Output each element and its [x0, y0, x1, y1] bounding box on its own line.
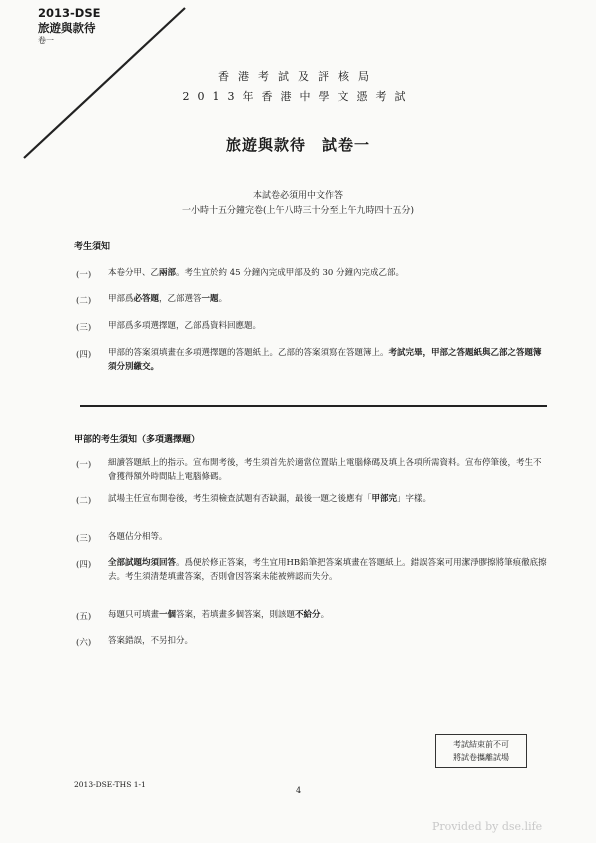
instruction-item: 甲部爲多項選擇題，乙部爲資料回應題。 [108, 321, 262, 331]
time-note: 一小時十五分鐘完卷(上午八時三十分至上午九時四十五分) [181, 206, 415, 216]
section-a-number: (一) [76, 460, 92, 470]
section-a-item: 各題佔分相等。 [108, 532, 168, 542]
page-number: 4 [296, 786, 302, 795]
section-divider [80, 405, 547, 407]
notice-line: 將試卷攜離試場 [453, 753, 509, 762]
instruction-item: 本卷分甲、乙兩部。考生宜於約 45 分鐘內完成甲部及約 30 分鐘內完成乙部。 [108, 268, 404, 278]
section-a-number: (五) [76, 612, 92, 622]
watermark: Provided by dse.life [432, 820, 543, 833]
section-a-item: 細讀答題紙上的指示。宣布開考後，考生須首先於適當位置貼上電腦條碼及填上各項所需資料。宣布停筆後，考生不會獲得額外時間貼上電腦條碼。 [108, 458, 542, 482]
section-a-number: (三) [76, 534, 92, 544]
notice-line: 考試結束前不可 [453, 740, 509, 749]
instruction-number: (二) [76, 296, 92, 306]
corner-label [38, 6, 100, 36]
section-a-item: 全部試題均須回答。爲便於修正答案，考生宜用HB鉛筆把答案填畫在答題紙上。錯誤答案可用潔淨膠擦將筆痕徹底擦去。考生須清楚填畫答案，否則會因答案未能被辨認而失分。 [108, 558, 547, 582]
instruction-item: 甲部的答案須填畫在多項選擇題的答題紙上。乙部的答案須寫在答題簿上。考試完畢，甲部之答題紙與乙部之答題簿須分別繳交。 [108, 348, 542, 372]
corner-exam-code: 2013-DSE [38, 6, 101, 20]
section-a-item: 答案錯誤，不另扣分。 [108, 636, 194, 646]
language-note: 本試卷必須用中文作答 [252, 191, 343, 201]
authority-name: 香港考試及評核局 [218, 70, 378, 83]
corner-subject: 旅遊與款待 [38, 21, 96, 35]
instruction-number: (三) [76, 323, 92, 333]
section-a-number: (二) [76, 496, 92, 506]
section-a-number: (六) [76, 638, 92, 648]
corner-paper: 卷一 [38, 36, 54, 45]
section-a-item: 試場主任宣布開卷後，考生須檢查試題有否缺漏，最後一題之後應有「甲部完」字樣。 [108, 494, 432, 504]
instruction-number: (四) [76, 350, 92, 360]
footer-paper-code: 2013-DSE-THS 1-1 [74, 780, 146, 789]
section-a-number: (四) [76, 560, 92, 570]
exam-name: 2013年香港中學文憑考試 [182, 90, 414, 103]
paper-title: 旅遊與款待 試卷一 [225, 136, 370, 154]
section-a-heading: 甲部的考生須知（多項選擇題） [74, 435, 201, 445]
instruction-item: 甲部爲必答題，乙部選答一題。 [108, 294, 228, 304]
notice-box [435, 734, 527, 768]
instruction-number: (一) [76, 270, 92, 280]
section-a-item: 每題只可填畫一個答案，若填畫多個答案，則該題不給分。 [108, 610, 330, 620]
instructions-heading: 考生須知 [74, 242, 111, 252]
